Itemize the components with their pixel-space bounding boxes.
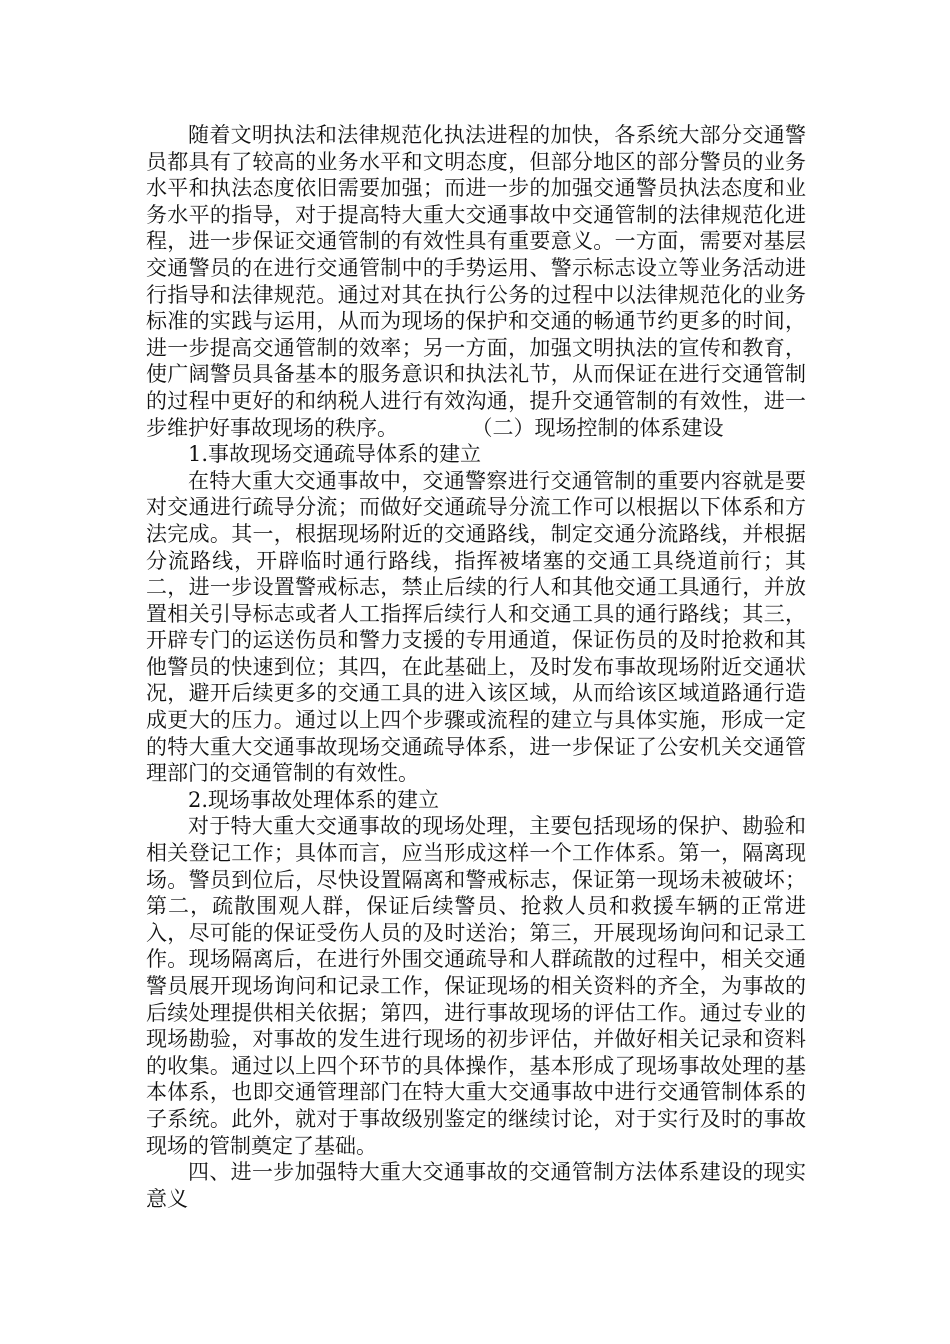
paragraph-traffic-diversion: 在特大重大交通事故中，交通警察进行交通管制的重要内容就是要对交通进行疏导分流；而做好交通疏导分流工作可以根据以下体系和方法完成。其一，根据现场附近的交通路线，制定交通分流路线，并根据分流路线，开辟临时通行路线，指挥被堵塞的交通工具绕道前行；其二，进一步设置警戒标志，禁止后续的行人和其他交通工具通行，并放置相关引导标志或者人工指挥后续行人和交通工具的通行路线；其三，开辟专门的运送伤员和警力支援的专用通道，保证伤员的及时抢救和其他警员的快速到位；其四，在此基础上，及时发布事故现场附近交通状况，避开后续更多的交通工具的进入该区域，从而给该区域道路通行造成更大的压力。通过以上四个步骤或流程的建立与具体实施，形成一定的特大重大交通事故现场交通疏导体系，进一步保证了公安机关交通管理部门的交通管制的有效性。 bbox=[146, 468, 806, 786]
subheading-accident-handling: 2.现场事故处理体系的建立 bbox=[188, 787, 440, 812]
paragraph-civil-enforcement-text: 随着文明执法和法律规范化执法进程的加快，各系统大部分交通警员都具有了较高的业务水平和文明态度，但部分地区的部分警员的业务水平和执法态度依旧需要加强；而进一步的加强交通警员执法态度和业务水平的指导，对于提高特大重大交通事故中交通管制的法律规范化进程，进一步保证交通管制的有效性具有重要意义。一方面，需要对基层交通警员的在进行交通管制中的手势运用、警示标志设立等业务活动进行指导和法律规范。通过对其在执行公务的过程中以法律规范化的业务标准的实践与运用，从而为现场的保护和交通的畅通节约更多的时间，进一步提高交通管制的效率；另一方面，加强文明执法的宣传和教育，使广阔警员具备基本的服务意识和执法礼节，从而保证在进行交通管制的过程中更好的和纳税人进行有效沟通，提升交通管制的有效性，进一步维护好事故现场的秩序。 bbox=[146, 123, 806, 440]
paragraph-accident-handling: 对于特大重大交通事故的现场处理，主要包括现场的保护、勘验和相关登记工作；具体而言，应当形成这样一个工作体系。第一，隔离现场。警员到位后，尽快设置隔离和警戒标志，保证第一现场未被破坏；第二，疏散围观人群，保证后续警员、抢救人员和救援车辆的正常进入，尽可能的保证受伤人员的及时送治；第三，开展现场询问和记录工作。现场隔离后，在进行外围交通疏导和人群疏散的过程中，相关交通警员展开现场询问和记录工作，保证现场的相关资料的齐全，为事故的后续处理提供相关依据；第四，进行事故现场的评估工作。通过专业的现场勘验，对事故的发生进行现场的初步评估，并做好相关记录和资料的收集。通过以上四个环节的具体操作，基本形成了现场事故处理的基本体系，也即交通管理部门在特大重大交通事故中进行交通管制体系的子系统。此外，就对于事故级别鉴定的继续讨论，对于实行及时的事故现场的管制奠定了基础。 bbox=[146, 814, 806, 1158]
section-heading-practical-significance: 四、进一步加强特大重大交通事故的交通管制方法体系建设的现实意义 bbox=[146, 1160, 806, 1211]
subheading-traffic-diversion: 1.事故现场交通疏导体系的建立 bbox=[188, 442, 482, 467]
section-heading-site-control: （二）现场控制的体系建设 bbox=[482, 415, 724, 440]
paragraph-civil-enforcement bbox=[146, 122, 806, 441]
document-page bbox=[146, 122, 806, 1212]
